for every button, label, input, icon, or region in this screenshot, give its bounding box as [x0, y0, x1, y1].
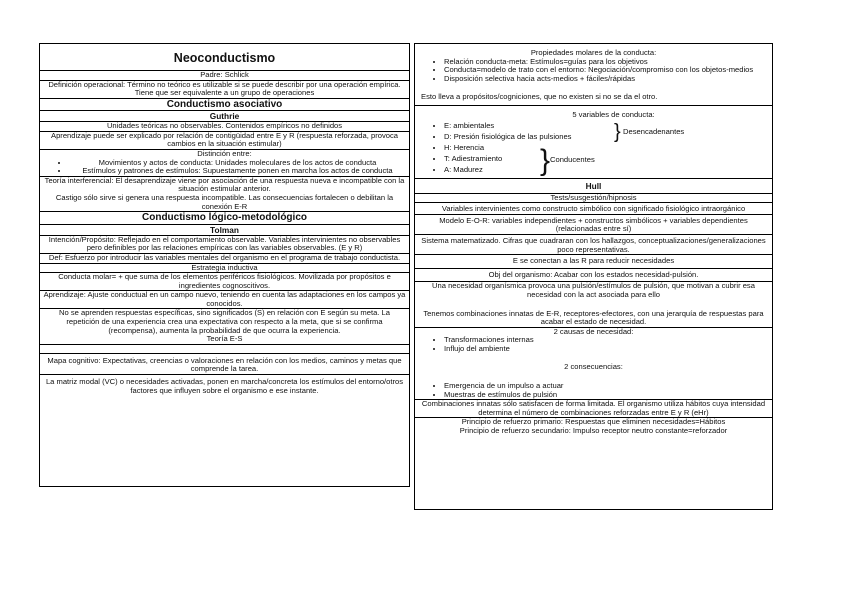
aprendizaje-tolman-cell: Aprendizaje: Ajuste conductual en un campo nuevo, teniendo en cuenta las adaptaciones en los campos ya conocidos.: [40, 291, 409, 309]
desencadenantes-label: Desencadenantes: [623, 126, 685, 136]
refuerzo-secundario-text: Principio de refuerzo secundario: Impulso receptor neutro constante=reforzador: [459, 426, 728, 436]
list-item: • Disposición selectiva hacia acts-medios + fáciles/rápidas: [444, 75, 769, 84]
guthrie-heading: Guthrie: [40, 111, 409, 122]
brace-icon: }: [540, 143, 551, 177]
distincion-list: [43, 159, 406, 176]
tolman-heading: Tolman: [40, 225, 409, 236]
se-conectan-cell: E se conectan a las R para reducir necesidades: [415, 255, 772, 269]
matriz-modal-cell: La matriz modal (VC) o necesidades activadas, ponen en marcha/concreta los estímulos del entorno/otros factores que influyen sobre el organismo e ese instante.: [45, 377, 404, 395]
aprendizaje-guthrie-cell: Aprendizaje puede ser explicado por relación de contigüidad entre E y R (respuesta reforzada, provoca cambios en la situación estimular): [40, 132, 409, 150]
variables-label: 5 variables de conducta:: [572, 109, 655, 119]
brace-icon: }: [614, 120, 621, 143]
list-item: • H: Herencia: [444, 142, 571, 153]
mapa-cognitivo-cell: Mapa cognitivo: Expectativas, creencias o valoraciones en relación con los medios, caminos y metas que comprende la tarea.: [40, 354, 409, 375]
padre-cell: Padre: Schlick: [40, 71, 409, 81]
obj-organismo-cell: Obj del organismo: Acabar con los estados necesidad-pulsión.: [415, 269, 772, 283]
teoria-interferencial-text: Teoría interferencial: El desaprendizaje viene por asociación de una respuesta nueva e incompatible con la situación estimular anterior.: [44, 175, 405, 194]
necesidad-text: Una necesidad organísmica provoca una pulsión/estímulos de pulsión, que motivan a cubrir esa necesidad con la act asociada para ello: [432, 281, 755, 299]
list-item: • Influjo del ambiente: [444, 345, 769, 354]
logico-heading: Conductismo lógico-metodológico: [40, 212, 409, 225]
refuerzo-cell: [415, 418, 772, 435]
estrategia-cell: Estrategia inductiva: [40, 264, 409, 274]
propositos-text: Esto lleva a propósitos/cogniciones, que no existen si no se da el otro.: [421, 92, 658, 102]
variables-cell: [415, 106, 772, 179]
combinaciones-text: Tenemos combinaciones innatas de E-R, receptores-efectores, con una jerarquía de respuestas para acabar el estado de necesidad.: [423, 308, 764, 327]
list-item: • Emergencia de un impulso a actuar: [444, 382, 769, 391]
list-item: • E: ambientales: [444, 120, 571, 131]
list-item: • D: Presión fisiológica de las pulsiones: [444, 131, 571, 142]
distincion-label: Distinción entre:: [197, 149, 252, 159]
causas-list: [418, 336, 769, 353]
list-item: • T: Adiestramiento: [444, 153, 571, 164]
spacer-cell: [40, 345, 409, 354]
modelo-eor-cell: Modelo E-O-R: variables independientes + constructos simbólicos + variables dependientes (relacionadas entre sí): [415, 215, 772, 235]
no-aprenden-text: No se aprenden respuestas específicas, sino significados (S) en relación con E según su meta. La repetición de una experiencia crea una expectativa con respecto a la meta, que si se confirma (recompensa), aumenta la probabilidad de que ocurra la experiencia.: [59, 308, 390, 335]
list-item: • A: Madurez: [444, 164, 571, 175]
distincion-cell: [40, 150, 409, 177]
castigo-text: Castigo sólo sirve si genera una respuesta incompatible. Las consecuencias fortalecen o debilitan la conexión E-R: [55, 193, 394, 211]
teoria-es-text: Teoría E-S: [206, 334, 243, 344]
no-aprenden-cell: [40, 309, 409, 344]
list-item: • Estímulos y patrones de estímulos: Supuestamente ponen en marcha los actos de conducta: [69, 167, 406, 176]
page-title: Neoconductismo: [40, 44, 409, 71]
conducentes-label: Conducentes: [550, 154, 595, 164]
list-item: • Movimientos y actos de conducta: Unidades moleculares de los actos de conducta: [69, 159, 406, 168]
left-column: [39, 43, 410, 487]
variables-block: [418, 120, 769, 178]
propiedades-cell: [415, 44, 772, 106]
unidades-cell: Unidades teóricas no observables. Contenidos empíricos no definidos: [40, 122, 409, 132]
propiedades-list: [418, 58, 769, 84]
necesidad-cell: [415, 282, 772, 327]
right-column: [414, 43, 773, 510]
sistema-cell: Sistema matematizado. Cifras que cuadraran con los hallazgos, conceptualizaciones/generalizaciones poco representativas.: [415, 235, 772, 255]
list-item: • Muestras de estímulos de pulsión: [444, 391, 769, 400]
causas-label: 2 causas de necesidad:: [553, 326, 634, 336]
list-item: • Conducta=modelo de trato con el entorno: Negociación/compromiso con los objetos-medios: [444, 66, 769, 75]
conducta-molar-cell: Conducta molar= + que suma de los elementos periféricos fisiológicos. Movilizada por propósitos e ingredientes cognoscitivos.: [40, 273, 409, 291]
propiedades-label: Propiedades molares de la conducta:: [530, 48, 657, 57]
refuerzo-primario-text: Principio de refuerzo primario: Respuestas que eliminen necesidades=Hábitos: [461, 417, 726, 427]
definicion-operacional-cell: Definición operacional: Término no teórico es utilizable si se puede describir por una operación empírica. Tiene que ser equivalente a un grupo de operaciones: [40, 81, 409, 99]
tests-cell: Tests/susgestión/hipnosis: [415, 194, 772, 204]
consecuencias-list: [418, 382, 769, 399]
consecuencias-label: 2 consecuencias:: [564, 362, 623, 372]
list-item: • Transformaciones internas: [444, 336, 769, 345]
list-item: • Relación conducta-meta: Estímulos=guías para los objetivos: [444, 58, 769, 67]
asociativo-heading: Conductismo asociativo: [40, 99, 409, 112]
intencion-cell: Intención/Propósito: Reflejado en el comportamiento observable. Variables intervinientes no observables pero definibles por las relaciones empíricas con las variables observables. (E y R): [40, 236, 409, 254]
variables-intervinientes-cell: Variables intervinientes como constructo simbólico con significado fisiológico intraorgánico: [415, 203, 772, 215]
hull-heading: Hull: [415, 179, 772, 194]
def-tolman-cell: Def: Esfuerzo por introducir las variables mentales del organismo en el programa de trabajo conductista.: [40, 254, 409, 264]
causas-cell: [415, 328, 772, 401]
combinaciones-innatas-cell: Combinaciones innatas sólo satisfacen de forma limitada. El organismo utiliza hábitos cuya intensidad determina el número de combinaciones reforzadas entre E y R (eHr): [415, 400, 772, 418]
teoria-interferencial-cell: [40, 177, 409, 212]
